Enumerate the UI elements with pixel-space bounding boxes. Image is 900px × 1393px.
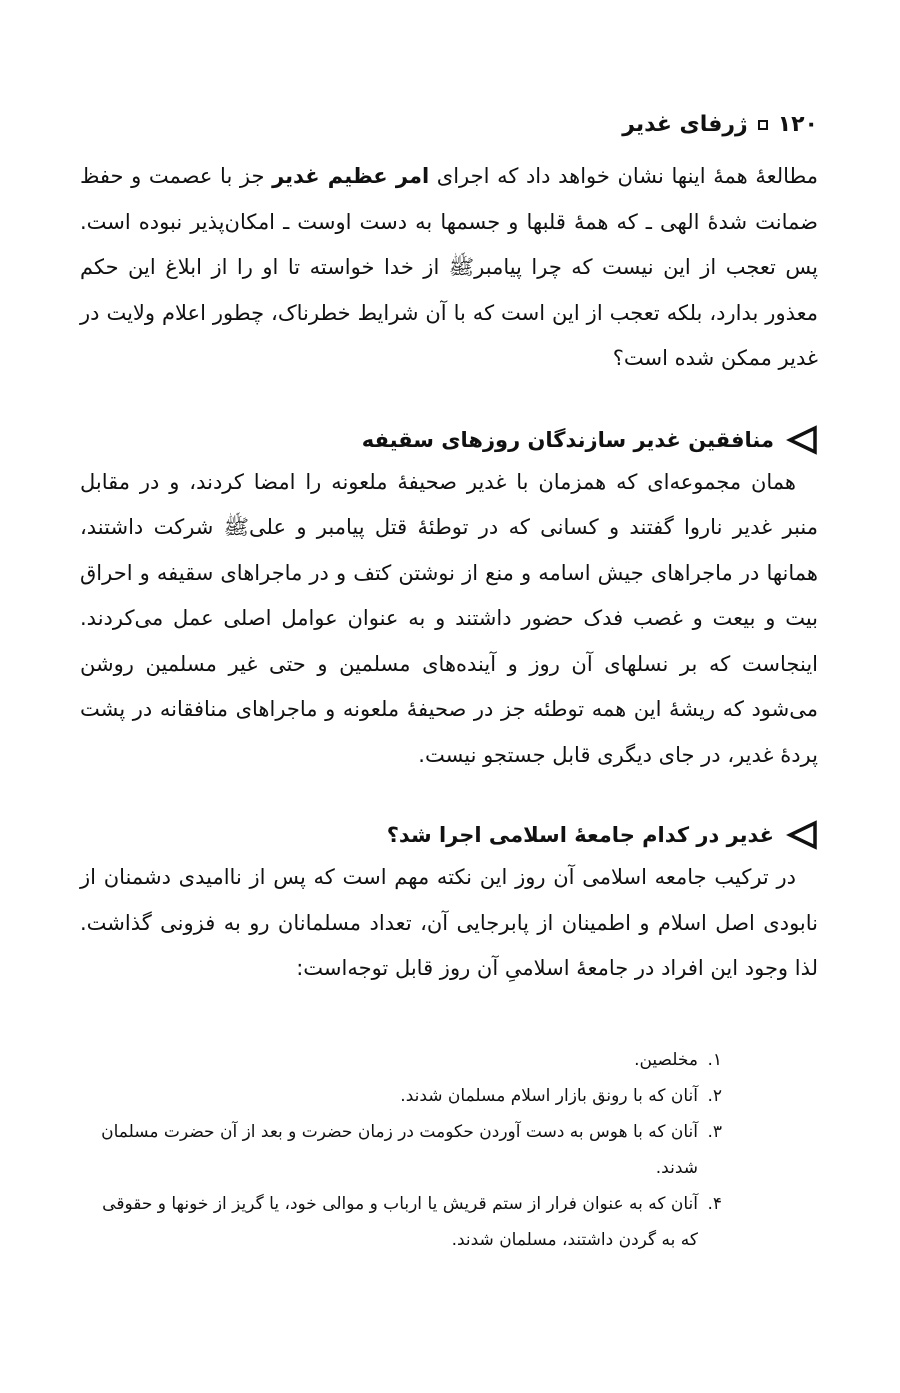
section-paragraph-2: در ترکیب جامعه اسلامی آن روز این نکته مهم است که پس از ناامیدی دشمنان از نابودی اصل اسلام و اطمینان از پابرجایی آن، تعداد مسلمانان رو به فزونی گذاشت. لذا وجود این افراد در جامعهٔ اسلامیِ آن روز قابل توجه‌است: <box>80 865 818 980</box>
section-heading-1 <box>80 420 818 460</box>
triangle-pointer-icon <box>786 425 818 455</box>
section-heading-2 <box>80 815 818 855</box>
intro-text-part1: مطالعهٔ همهٔ اینها نشان خواهد داد که اجرای <box>436 164 818 188</box>
list-item <box>80 1114 818 1186</box>
list-item-number: ۴. <box>707 1193 722 1214</box>
intro-paragraph <box>80 154 818 382</box>
list-item-number: ۳. <box>707 1121 722 1142</box>
running-header <box>80 110 818 140</box>
list-item <box>80 1042 818 1078</box>
list-item-text: مخلصین. <box>634 1049 698 1070</box>
list-item-number: ۲. <box>707 1085 722 1106</box>
enumerated-list <box>80 1042 818 1258</box>
section-paragraph-1: همان مجموعه‌ای که همزمان با غدیر صحیفهٔ ملعونه را امضا کردند، و در مقابل منبر غدیر ناروا گفتند و کسانی که در توطئهٔ قتل پیامبر و علیﷺ شرکت داشتند، همانها در ماجراهای جیش اسامه و منع از نوشتن کتف و در ماجراهای سقیفه و احراق بیت و بیعت و غصب فدک حضور داشتند و به عنوان عوامل اصلی عمل می‌کردند. اینجاست که بر نسلهای آن روز و آینده‌های مسلمین و حتی غیر مسلمین روشن می‌شود که ریشهٔ این همه توطئه جز در صحیفهٔ ملعونه و ماجراهای منافقانه در پشت پردهٔ غدیر، در جای دیگری قابل جستجو نیست. <box>80 469 818 767</box>
section-title-1: منافقین غدیر سازندگان روزهای سقیفه <box>361 427 774 452</box>
intro-text-bold: امر عظیم غدیر <box>272 164 430 188</box>
section-title-2: غدیر در کدام جامعهٔ اسلامی اجرا شد؟ <box>386 823 774 847</box>
list-item-text: آنان که با هوس به دست آوردن حکومت در زمان حضرت و بعد از آن حضرت مسلمان شدند. <box>101 1121 698 1178</box>
separator-square-icon <box>758 120 768 130</box>
list-item <box>80 1078 818 1114</box>
document-page <box>80 110 818 1258</box>
list-item-text: آنان که به عنوان فرار از ستم قریش یا ارباب و موالی خود، یا گریز از خونها و حقوقی که به گردن داشتند، مسلمان شدند. <box>102 1193 698 1250</box>
triangle-pointer-icon <box>786 820 818 850</box>
list-item <box>80 1186 818 1258</box>
page-number: ۱۲۰ <box>777 112 818 137</box>
list-item-text: آنان که با رونق بازار اسلام مسلمان شدند. <box>400 1085 698 1106</box>
book-title: ژرفای غدیر <box>622 112 748 137</box>
intro-text-part2: جز با عصمت و حفظ ضمانت شدهٔ الهی ـ که همهٔ قلبها و جسمها به دست اوست ـ امکان‌پذیر نبوده است. پس تعجب از این نیست که چرا پیامبرﷺ از خدا خواسته تا او را از ابلاغ این حکم معذور بدارد، بلکه تعجب از این است که با آن شرایط خطرناک، چطور اعلام ولایت در غدیر ممکن شده است؟ <box>80 164 818 370</box>
list-item-number: ۱. <box>707 1049 722 1070</box>
